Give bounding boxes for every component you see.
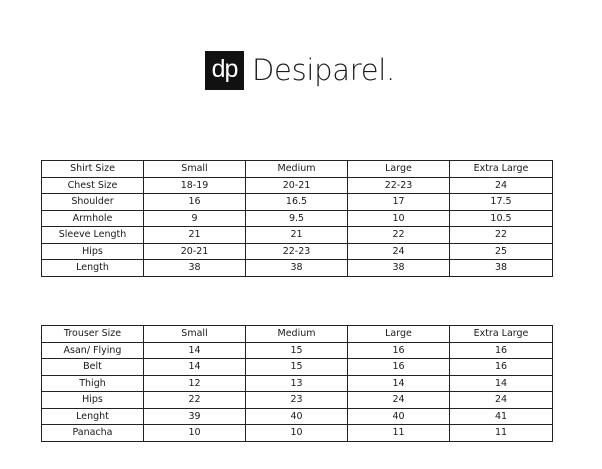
table-cell: 24 — [348, 392, 450, 409]
header-cell: Extra Large — [450, 161, 553, 178]
table-cell: 13 — [246, 375, 348, 392]
table-cell: 16 — [450, 359, 553, 376]
row-label: Hips — [42, 243, 144, 260]
table-row — [42, 375, 553, 392]
table-cell: 10 — [144, 425, 246, 442]
table-cell: 16 — [348, 359, 450, 376]
table-cell: 20-21 — [246, 177, 348, 194]
table-cell: 22 — [348, 227, 450, 244]
table-cell: 38 — [450, 260, 553, 277]
header-cell: Small — [144, 326, 246, 343]
table-cell: 9.5 — [246, 210, 348, 227]
table-cell: 14 — [348, 375, 450, 392]
table-cell: 18-19 — [144, 177, 246, 194]
table-cell: 15 — [246, 359, 348, 376]
table-row — [42, 243, 553, 260]
table-cell: 25 — [450, 243, 553, 260]
table-cell: 16 — [450, 342, 553, 359]
row-label: Thigh — [42, 375, 144, 392]
row-label: Lenght — [42, 408, 144, 425]
table-cell: 11 — [450, 425, 553, 442]
table-cell: 16 — [144, 194, 246, 211]
header-cell: Large — [348, 161, 450, 178]
table-cell: 17.5 — [450, 194, 553, 211]
table-cell: 14 — [144, 359, 246, 376]
table-cell: 14 — [144, 342, 246, 359]
table-cell: 41 — [450, 408, 553, 425]
table-cell: 40 — [348, 408, 450, 425]
row-label: Sleeve Length — [42, 227, 144, 244]
table-cell: 10 — [246, 425, 348, 442]
trouser-size-table — [41, 325, 553, 442]
table-header-row — [42, 161, 553, 178]
row-label: Belt — [42, 359, 144, 376]
table-cell: 14 — [450, 375, 553, 392]
table-cell: 22 — [144, 392, 246, 409]
table-cell: 12 — [144, 375, 246, 392]
brand-logo — [205, 51, 395, 90]
row-label: Hips — [42, 392, 144, 409]
table-row — [42, 194, 553, 211]
table-row — [42, 210, 553, 227]
table-cell: 15 — [246, 342, 348, 359]
table-cell: 38 — [348, 260, 450, 277]
header-cell: Small — [144, 161, 246, 178]
table-row — [42, 359, 553, 376]
row-label: Asan/ Flying — [42, 342, 144, 359]
row-label: Armhole — [42, 210, 144, 227]
table-cell: 24 — [450, 392, 553, 409]
row-label: Chest Size — [42, 177, 144, 194]
row-label: Shoulder — [42, 194, 144, 211]
header-cell: Trouser Size — [42, 326, 144, 343]
table-cell: 17 — [348, 194, 450, 211]
table-cell: 16.5 — [246, 194, 348, 211]
table-cell: 22 — [450, 227, 553, 244]
header-cell: Shirt Size — [42, 161, 144, 178]
header-cell: Medium — [246, 161, 348, 178]
table-cell: 40 — [246, 408, 348, 425]
table-cell: 9 — [144, 210, 246, 227]
brand-mark: dp — [205, 51, 244, 90]
table-row — [42, 408, 553, 425]
table-row — [42, 177, 553, 194]
shirt-size-table — [41, 160, 553, 277]
row-label: Length — [42, 260, 144, 277]
table-cell: 24 — [348, 243, 450, 260]
table-cell: 22-23 — [246, 243, 348, 260]
table-cell: 24 — [450, 177, 553, 194]
header-cell: Large — [348, 326, 450, 343]
table-row — [42, 227, 553, 244]
table-row — [42, 260, 553, 277]
table-header-row — [42, 326, 553, 343]
table-cell: 11 — [348, 425, 450, 442]
header-cell: Medium — [246, 326, 348, 343]
table-cell: 21 — [246, 227, 348, 244]
table-cell: 20-21 — [144, 243, 246, 260]
table-cell: 23 — [246, 392, 348, 409]
table-row — [42, 342, 553, 359]
table-cell: 39 — [144, 408, 246, 425]
table-cell: 38 — [144, 260, 246, 277]
table-cell: 38 — [246, 260, 348, 277]
brand-name: Desiparel. — [252, 53, 395, 87]
table-row — [42, 392, 553, 409]
table-row — [42, 425, 553, 442]
table-cell: 10.5 — [450, 210, 553, 227]
table-cell: 22-23 — [348, 177, 450, 194]
row-label: Panacha — [42, 425, 144, 442]
header-cell: Extra Large — [450, 326, 553, 343]
table-cell: 16 — [348, 342, 450, 359]
table-cell: 10 — [348, 210, 450, 227]
table-cell: 21 — [144, 227, 246, 244]
